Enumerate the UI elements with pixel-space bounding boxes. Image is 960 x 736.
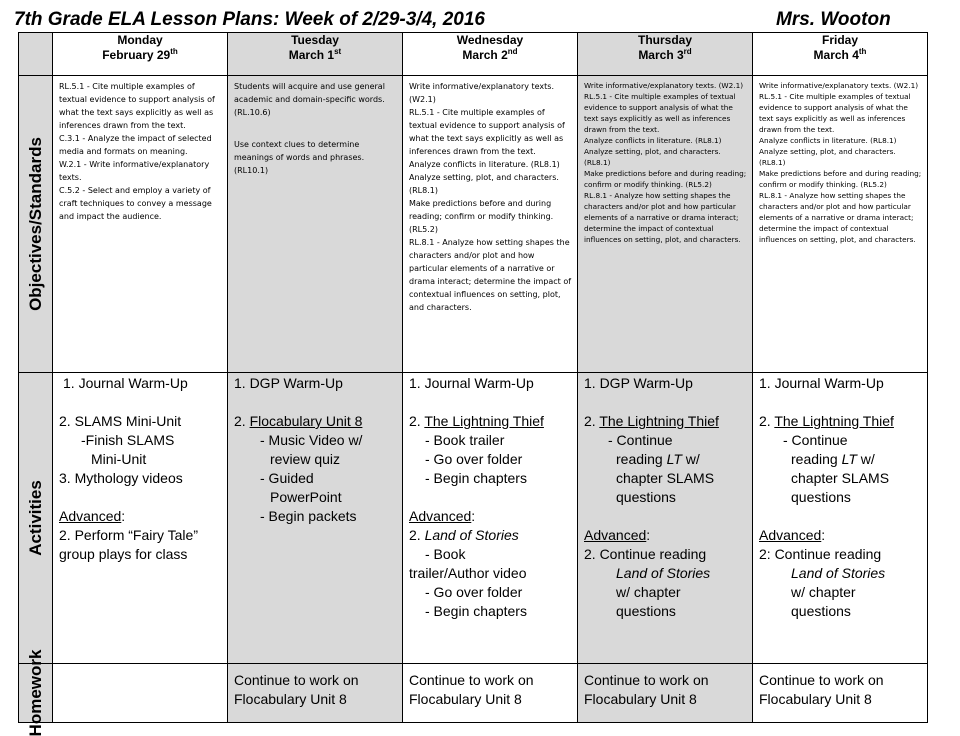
row-label-homework: [19, 649, 53, 736]
standard-text: C.3.1 - Analyze the impact of selected media and formats on meaning.: [59, 134, 212, 156]
day-date: March 3: [638, 48, 684, 62]
spacer: [759, 507, 923, 526]
day-header-row: [19, 33, 928, 76]
activity-subitem: - Music Video w/: [260, 432, 363, 448]
row-label-text: Activities: [25, 480, 45, 556]
item-number: 2.: [234, 413, 250, 429]
colon: :: [821, 527, 826, 543]
text-part: LT: [841, 451, 857, 467]
objectives-thursday: [578, 76, 753, 373]
item-number: 2.: [759, 413, 775, 429]
standard-text: Make predictions before and during reading; confirm or modify thinking. (RL5.2): [584, 169, 747, 189]
item-number: 2.: [584, 413, 600, 429]
text-part: reading: [791, 451, 842, 467]
activity-item: [409, 412, 573, 431]
advanced-label: [59, 507, 223, 526]
activity-subitem: questions: [791, 603, 851, 619]
activities-monday: [53, 373, 228, 664]
spacer: [409, 393, 573, 412]
activity-subitem: questions: [616, 489, 676, 505]
spacer: [234, 119, 398, 138]
title-bar: [0, 0, 960, 32]
standard-text: Make predictions before and during reading; confirm or modify thinking. (RL5.2): [409, 199, 554, 234]
homework-friday: [753, 664, 928, 723]
corner-cell: [19, 33, 53, 76]
day-date: March 2: [462, 48, 508, 62]
spacer: [59, 393, 223, 412]
standard-text: Students will acquire and use general academic and domain-specific words. (RL.10.6): [234, 82, 385, 117]
text-part: w/: [681, 451, 700, 467]
book-title: Land of Stories: [424, 527, 519, 543]
row-label-text: Objectives/Standards: [25, 137, 45, 311]
activity-subitem: [584, 450, 748, 469]
activity-subitem: - Book trailer: [425, 432, 505, 448]
spacer: [759, 393, 923, 412]
activity-item: 1. DGP Warm-Up: [234, 375, 343, 391]
advanced-text: Advanced: [584, 527, 647, 543]
homework-text: Continue to work on Flocabulary Unit 8: [234, 672, 359, 707]
standard-text: Analyze setting, plot, and characters. (RL8.1): [409, 173, 559, 195]
date-suffix: th: [858, 47, 867, 56]
advanced-text: Advanced: [59, 508, 122, 524]
objectives-wednesday: [403, 76, 578, 373]
standard-text: RL.5.1 - Cite multiple examples of textual evidence to support analysis of what the text says explicitly as well as inferences drawn from the text.: [59, 82, 215, 130]
standard-text: Write informative/explanatory texts. (W2.1): [584, 81, 744, 90]
advanced-text: Advanced: [759, 527, 822, 543]
standard-text: Write informative/explanatory texts. (W2.1): [409, 82, 555, 104]
colon: :: [471, 508, 476, 524]
standard-text: Analyze setting, plot, and characters. (RL8.1): [759, 147, 896, 167]
day-header-wednesday: [403, 33, 578, 76]
day-name: Monday: [117, 33, 163, 47]
spacer: [584, 507, 748, 526]
standard-text: Analyze setting, plot, and characters. (RL8.1): [584, 147, 721, 167]
standard-text: RL.5.1 - Cite multiple examples of textual evidence to support analysis of what the text says explicitly as well as inferences drawn from the text.: [584, 92, 736, 134]
book-title: The Lightning Thief: [599, 413, 719, 429]
activity-item: 2. SLAMS Mini-Unit: [59, 413, 182, 429]
item-number: 2.: [409, 413, 425, 429]
homework-row: [19, 664, 928, 723]
activity-item: [584, 412, 748, 431]
activity-subitem: - Begin chapters: [425, 470, 527, 486]
item-number: 2.: [409, 527, 425, 543]
activity-subitem: chapter SLAMS: [616, 470, 715, 486]
day-name: Tuesday: [291, 33, 339, 47]
day-name: Friday: [821, 33, 858, 47]
activity-item: 1. DGP Warm-Up: [584, 375, 693, 391]
date-suffix: nd: [507, 47, 518, 56]
homework-text: Continue to work on Flocabulary Unit 8: [409, 672, 534, 707]
activity-subitem: [759, 450, 923, 469]
day-header-monday: [53, 33, 228, 76]
spacer: [234, 393, 398, 412]
activity-subitem: - Book: [425, 546, 466, 562]
activity-item: 1. Journal Warm-Up: [63, 375, 188, 391]
row-label-objectives: [19, 76, 53, 373]
standard-text: Use context clues to determine meanings of words and phrases. (RL10.1): [234, 140, 365, 175]
homework-text: Continue to work on Flocabulary Unit 8: [584, 672, 709, 707]
teacher-name: Mrs. Wooton: [776, 9, 891, 30]
date-suffix: rd: [683, 47, 692, 56]
advanced-label: [584, 526, 748, 545]
text-part: LT: [666, 451, 682, 467]
book-title: The Lightning Thief: [774, 413, 894, 429]
standard-text: W.2.1 - Write informative/explanatory texts.: [59, 160, 210, 182]
activity-subitem: - Continue: [783, 432, 848, 448]
activity-subitem: -Finish SLAMS: [81, 432, 175, 448]
standard-text: RL.8.1 - Analyze how setting shapes the characters and/or plot and how particular elements of a narrative or drama interact; determine the impact of contextual influences on setting, plot, and characters.: [409, 238, 572, 312]
standard-text: Analyze conflicts in literature. (RL8.1): [409, 160, 560, 169]
activity-item: [759, 412, 923, 431]
activity-subitem: chapter SLAMS: [791, 470, 890, 486]
row-label-activities: [19, 373, 53, 664]
homework-wednesday: [403, 664, 578, 723]
standard-text: Make predictions before and during reading; confirm or modify thinking. (RL5.2): [759, 169, 922, 189]
activities-thursday: [578, 373, 753, 664]
day-name: Wednesday: [456, 33, 524, 47]
activity-item: 2: Continue reading: [759, 546, 882, 562]
standard-text: Analyze conflicts in literature. (RL8.1): [584, 136, 722, 145]
standard-text: C.5.2 - Select and employ a variety of craft techniques to convey a message and impact the audience.: [59, 186, 212, 221]
activity-subitem: questions: [616, 603, 676, 619]
activity-subitem: - Go over folder: [425, 451, 523, 467]
activity-item: 3. Mythology videos: [59, 470, 183, 486]
row-label-text: Homework: [25, 649, 45, 736]
text-part: w/: [856, 451, 875, 467]
day-date: February 29: [102, 48, 171, 62]
activity-item: [234, 412, 398, 431]
colon: :: [646, 527, 651, 543]
homework-monday: [53, 664, 228, 723]
objectives-tuesday: [228, 76, 403, 373]
activity-subitem: - Begin chapters: [425, 603, 527, 619]
standard-text: Analyze conflicts in literature. (RL8.1): [759, 136, 897, 145]
objectives-row: [19, 76, 928, 373]
date-suffix: st: [334, 47, 342, 56]
activity-subitem: w/ chapter: [616, 584, 681, 600]
homework-text: [53, 664, 227, 671]
spacer: [409, 488, 573, 507]
homework-text: Continue to work on Flocabulary Unit 8: [759, 672, 884, 707]
homework-thursday: [578, 664, 753, 723]
book-title: Land of Stories: [616, 565, 711, 581]
homework-tuesday: [228, 664, 403, 723]
activity-subitem: w/ chapter: [791, 584, 856, 600]
activity-item: 1. Journal Warm-Up: [409, 375, 534, 391]
objectives-friday: [753, 76, 928, 373]
activities-friday: [753, 373, 928, 664]
book-title: Land of Stories: [791, 565, 886, 581]
standard-text: RL.5.1 - Cite multiple examples of textual evidence to support analysis of what the text says explicitly as well as inferences drawn from the text.: [409, 108, 565, 156]
activity-subitem: PowerPoint: [270, 489, 342, 505]
advanced-text: Advanced: [409, 508, 472, 524]
colon: :: [121, 508, 126, 524]
activity-subitem: review quiz: [270, 451, 341, 467]
activity-subitem: questions: [791, 489, 851, 505]
activity-subitem: Mini-Unit: [91, 451, 147, 467]
day-date: March 4: [813, 48, 859, 62]
advanced-label: [409, 507, 573, 526]
lesson-plan-table: [18, 32, 928, 736]
activities-tuesday: [228, 373, 403, 664]
spacer: [59, 488, 223, 507]
activity-item: 1. Journal Warm-Up: [759, 375, 884, 391]
standard-text: Write informative/explanatory texts. (W2.1): [759, 81, 919, 90]
activity-subitem: trailer/Author video: [409, 565, 527, 581]
objectives-monday: [53, 76, 228, 373]
activity-item: [409, 526, 573, 545]
activities-row: [19, 373, 928, 664]
page-title: 7th Grade ELA Lesson Plans: Week of 2/29-3/4, 2016: [14, 9, 485, 30]
activity-subitem: - Go over folder: [425, 584, 523, 600]
book-title: The Lightning Thief: [424, 413, 544, 429]
standard-text: RL.8.1 - Analyze how setting shapes the characters and/or plot and how particular elements of a narrative or drama interact; determine the impact of contextual influences on setting, plot, and characters.: [759, 191, 916, 244]
spacer: [584, 393, 748, 412]
activities-wednesday: [403, 373, 578, 664]
day-header-tuesday: [228, 33, 403, 76]
activity-item: 2. Perform “Fairy Tale” group plays for class: [59, 527, 198, 562]
activity-subitem: - Guided: [260, 470, 314, 486]
standard-text: RL.8.1 - Analyze how setting shapes the characters and/or plot and how particular elements of a narrative or drama interact; determine the impact of contextual influences on setting, plot, and characters.: [584, 191, 741, 244]
day-name: Thursday: [637, 33, 692, 47]
text-part: reading: [616, 451, 667, 467]
advanced-label: [759, 526, 923, 545]
day-header-thursday: [578, 33, 753, 76]
date-suffix: th: [170, 47, 178, 56]
unit-title: Flocabulary Unit 8: [249, 413, 363, 429]
activity-item: 2. Continue reading: [584, 546, 707, 562]
day-header-friday: [753, 33, 928, 76]
activity-subitem: - Continue: [608, 432, 673, 448]
activity-subitem: - Begin packets: [260, 508, 357, 524]
day-date: March 1: [288, 48, 335, 62]
standard-text: RL.5.1 - Cite multiple examples of textual evidence to support analysis of what the text says explicitly as well as inferences drawn from the text.: [759, 92, 911, 134]
